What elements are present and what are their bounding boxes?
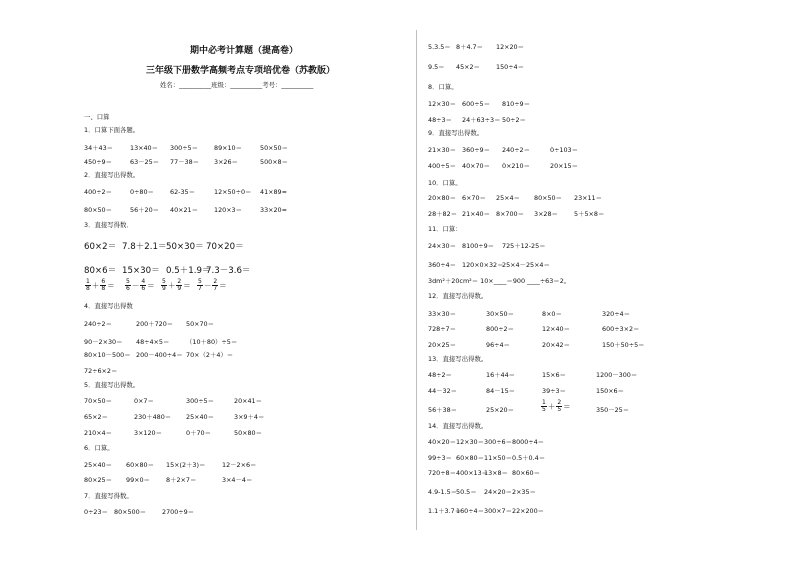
problem: （10＋80）÷5＝ — [186, 338, 238, 346]
problem-row — [84, 461, 272, 470]
problem: 8×0＝ — [542, 310, 562, 318]
problem: 16＋44＝ — [486, 371, 516, 379]
problem: 210×4＝ — [84, 429, 113, 437]
problem: 300÷6＝ — [484, 438, 513, 446]
problem: 500×8＝ — [260, 158, 289, 166]
fraction-numerator: 4 — [141, 278, 146, 285]
operator: － — [203, 281, 212, 290]
problem: 230＋480＝ — [134, 413, 172, 421]
problem: 800÷2＝ — [486, 325, 515, 333]
problem: 15×(2＋3)＝ — [166, 461, 206, 469]
problem: 0×210＝ — [502, 162, 531, 170]
problem: 400×13＝ — [456, 469, 489, 477]
fraction-denominator: 7 — [198, 285, 202, 292]
problem: 5＋5×8＝ — [574, 210, 605, 218]
fraction-numerator: 2 — [177, 278, 182, 285]
problem: 240÷2＝ — [84, 320, 113, 328]
problem: 3×120＝ — [134, 429, 163, 437]
problem: 5.3.5＝ — [428, 43, 451, 51]
problem: 56＋38＝ — [428, 406, 458, 414]
problem-row — [428, 438, 545, 447]
problem: 360÷9＝ — [462, 146, 491, 154]
fraction — [161, 279, 167, 292]
problem: 2×35＝ — [512, 488, 536, 496]
problem: 44－32＝ — [428, 387, 458, 395]
problem: 33×30＝ — [428, 310, 457, 318]
problem: 20×15＝ — [550, 162, 579, 170]
problem: 0×7＝ — [134, 397, 154, 405]
problem: 48÷3＝ — [428, 116, 452, 124]
operator: ＋ — [91, 281, 100, 290]
problem: 0.5＋1.9＝ — [166, 266, 211, 276]
problem: 320÷4＝ — [602, 310, 631, 318]
student-info-line: 姓名：__________班级：__________考号：__________ — [160, 81, 314, 89]
problem-row — [84, 397, 282, 406]
problem: 25×40＝ — [84, 461, 113, 469]
problem: 8000÷4＝ — [512, 438, 545, 446]
problem: 450÷9＝ — [84, 158, 113, 166]
problem: 3dm²＋20cm²＝ 10×____＝900 ____÷63＝2。 — [428, 277, 571, 285]
problem: 45×2＝ — [456, 63, 480, 71]
problem: 0÷103＝ — [550, 146, 579, 154]
equals: ＝ — [147, 281, 155, 290]
problem-row — [84, 476, 272, 485]
fraction-numerator: 5 — [198, 278, 202, 285]
problem-row — [84, 351, 246, 360]
problem: 9.5＝ — [428, 63, 445, 71]
problem: 20×25＝ — [428, 341, 457, 349]
problem-row — [84, 144, 310, 153]
problem: 21×40＝ — [462, 210, 491, 218]
problem: 13×40＝ — [130, 144, 159, 152]
fraction-denominator: 5 — [557, 406, 562, 413]
fraction-numerator: 2 — [213, 278, 218, 285]
problem: 25×4－25×4＝ — [502, 261, 550, 269]
problem: 40×70＝ — [462, 162, 491, 170]
problem: 24×20＝ — [484, 488, 513, 496]
problem: 80×50＝ — [534, 194, 563, 202]
fraction-denominator: 6 — [141, 285, 146, 292]
fraction-numerator: 1 — [542, 399, 546, 406]
problem: 50×80＝ — [234, 429, 263, 437]
problem: 84－15＝ — [486, 387, 516, 395]
problem: 728÷7＝ — [428, 325, 457, 333]
problem: 600÷5＝ — [462, 100, 491, 108]
problem-row — [84, 429, 282, 438]
equals: ＝ — [183, 281, 191, 290]
fraction — [541, 400, 547, 413]
question-label: 1．口算下面各题。 — [84, 126, 140, 134]
problem: 8＋2×7＝ — [166, 476, 197, 484]
problem: 96÷4＝ — [486, 341, 510, 349]
problem: 22×200＝ — [512, 507, 545, 515]
problem: 56＋20＝ — [130, 206, 160, 214]
fraction-problem — [540, 400, 571, 413]
problem-row — [84, 241, 246, 253]
fraction-denominator: 8 — [101, 285, 106, 292]
question-label: 8．口算。 — [428, 83, 458, 91]
fraction-problem — [84, 279, 115, 292]
fraction-denominator: 7 — [213, 285, 218, 292]
problem: 50×30＝ — [166, 242, 204, 252]
fraction — [176, 279, 182, 292]
problem: 240÷2＝ — [502, 146, 531, 154]
problem: 33×20≈ — [260, 206, 287, 214]
problem: 12－2×6＝ — [222, 461, 257, 469]
fraction-denominator: 5 — [542, 406, 546, 413]
problem: 200－400÷4＝ — [136, 351, 183, 359]
problem: 72÷6×2＝ — [84, 367, 118, 375]
question-label: 5．直接写出得数。 — [84, 381, 140, 389]
problem: 60×80＝ — [126, 461, 155, 469]
equals: ＝ — [563, 402, 571, 411]
problem: 63－25＝ — [130, 158, 160, 166]
problem: 400÷5＝ — [428, 162, 457, 170]
problem: 720÷8＝ — [428, 469, 457, 477]
problem: 300÷5＝ — [186, 397, 215, 405]
problem: 50×70＝ — [186, 320, 215, 328]
problem: 150＋50÷5＝ — [602, 341, 645, 349]
problem: 62-35＝ — [170, 188, 195, 196]
problem: 2700÷9＝ — [162, 508, 195, 516]
problem: 160÷4＝ — [456, 507, 485, 515]
fraction-numerator: 5 — [126, 278, 130, 285]
problem: 89×10＝ — [214, 144, 243, 152]
problem: 725＋12-25＝ — [502, 242, 546, 250]
problem: 12×40＝ — [542, 325, 571, 333]
fraction-denominator: 9 — [177, 285, 182, 292]
problem: 48÷2＝ — [428, 371, 452, 379]
problem: 12×50÷0＝ — [214, 188, 252, 196]
problem: 34＋43＝ — [84, 144, 114, 152]
fraction-numerator: 5 — [162, 278, 166, 285]
problem: 12×30＝ — [428, 100, 457, 108]
problem: 70×20＝ — [206, 242, 244, 252]
problem: 41×89≈ — [260, 188, 287, 196]
problem: 0.5＋0.4＝ — [512, 454, 546, 462]
problem: 0＋70＝ — [186, 429, 211, 437]
problem: 25×40＝ — [186, 413, 215, 421]
page-title: 期中必考计算题（提高卷） — [190, 46, 299, 56]
question-label: 一、口算 — [84, 113, 110, 121]
fraction-problem — [124, 279, 155, 292]
fraction-numerator: 2 — [557, 399, 562, 406]
question-label: 10．口算。 — [428, 179, 462, 187]
problem: 1.1＋3.7＝ — [428, 507, 462, 515]
fraction — [140, 279, 146, 292]
problem-row — [84, 508, 212, 517]
problem: 1200－300＝ — [596, 371, 638, 379]
problem: 25×20＝ — [486, 406, 515, 414]
problem: 6×70＝ — [462, 194, 486, 202]
problem: 20×42＝ — [542, 341, 571, 349]
problem: 40×21＝ — [170, 206, 199, 214]
problem: 39÷3＝ — [542, 387, 566, 395]
problem: 3×26＝ — [214, 158, 238, 166]
problem: 80×500＝ — [114, 508, 147, 516]
fraction — [556, 400, 562, 413]
problem: 120×3＝ — [214, 206, 243, 214]
problem: 50.5＝ — [456, 488, 477, 496]
fraction — [125, 279, 131, 292]
problem: 350－25＝ — [596, 406, 630, 414]
question-label: 7．直接写得数。 — [84, 492, 133, 500]
problem: 360÷4＝ — [428, 261, 457, 269]
problem: 11×50＝ — [484, 454, 513, 462]
problem: 20×41＝ — [234, 397, 263, 405]
problem: 60×2＝ — [84, 242, 117, 252]
problem: 21×30＝ — [428, 146, 457, 154]
problem: 40×20＝ — [428, 438, 457, 446]
problem-row — [428, 63, 536, 72]
fraction — [85, 279, 91, 292]
problem: 3×4－4＝ — [222, 476, 253, 484]
page-subtitle: 三年级下册数学高频考点专项培优卷（苏教版） — [146, 66, 336, 76]
problem: 15×6＝ — [542, 371, 566, 379]
problem: 65×2＝ — [84, 413, 108, 421]
problem-row — [84, 188, 310, 197]
problem: 400÷2＝ — [84, 188, 113, 196]
fraction — [100, 279, 106, 292]
problem-row — [428, 325, 662, 334]
problem: 12×20＝ — [496, 43, 525, 51]
fraction-denominator: 6 — [126, 285, 130, 292]
question-label: 9．直接写出得数。 — [428, 129, 484, 137]
fraction-denominator: 8 — [86, 285, 90, 292]
operator: ＋ — [547, 402, 556, 411]
problem-row — [428, 210, 614, 219]
problem-row — [428, 261, 562, 270]
problem-row — [428, 488, 540, 497]
problem: 23×11＝ — [574, 194, 603, 202]
question-label: 14．直接写出得数。 — [428, 422, 488, 430]
problem-row — [428, 469, 540, 478]
problem: 7.3－3.6＝ — [206, 266, 251, 276]
problem-row — [428, 100, 542, 109]
problem: 24＋63÷3＝ — [462, 116, 501, 124]
problem: 99÷3＝ — [428, 454, 452, 462]
fraction-denominator: 9 — [162, 285, 166, 292]
equals: ＝ — [219, 281, 227, 290]
page-divider — [416, 30, 417, 530]
problem: 80×50＝ — [84, 206, 113, 214]
problem: 70×（2＋4）＝ — [186, 351, 234, 359]
problem: 13×8＝ — [484, 469, 508, 477]
problem: 600÷3×2＝ — [602, 325, 640, 333]
problem: 200＋720＝ — [136, 320, 174, 328]
problem: 99×0＝ — [126, 476, 150, 484]
problem: 30×50＝ — [486, 310, 515, 318]
problem: 24×30＝ — [428, 242, 457, 250]
fraction-problem — [160, 279, 191, 292]
problem: 25×4＝ — [496, 194, 520, 202]
problem: 150×6＝ — [596, 387, 625, 395]
problem: 80×6＝ — [84, 266, 117, 276]
problem-row — [84, 413, 282, 422]
problem-row — [428, 454, 546, 463]
problem-row — [428, 371, 656, 380]
problem: 8＋4.7＝ — [456, 43, 484, 51]
problem: 90－2×30＝ — [84, 338, 123, 346]
problem-row — [428, 387, 656, 396]
fraction — [197, 279, 203, 292]
question-label: 11．口算： — [428, 225, 462, 233]
problem: 80×25＝ — [84, 476, 113, 484]
problem-row — [428, 507, 545, 516]
problem: 8×700＝ — [496, 210, 525, 218]
problem-row — [428, 43, 536, 52]
problem: 20×80＝ — [428, 194, 457, 202]
problem-row — [428, 310, 662, 319]
fraction — [212, 279, 218, 292]
problem: 50×50＝ — [260, 144, 289, 152]
problem-row — [84, 265, 251, 277]
problem: 4.9-1.5＝ — [428, 488, 458, 496]
question-label: 6．口算。 — [84, 444, 114, 452]
problem-row — [428, 194, 614, 203]
problem-row — [428, 277, 571, 286]
problem-row — [428, 146, 590, 155]
problem-row — [428, 162, 590, 171]
operator: ＋ — [167, 281, 176, 290]
problem: 8100÷9＝ — [462, 242, 495, 250]
problem: 0÷23＝ — [84, 508, 108, 516]
question-label: 2．直接写出得数。 — [84, 171, 140, 179]
problem-row — [84, 158, 310, 167]
problem: 28＋82＝ — [428, 210, 458, 218]
problem-row — [84, 320, 246, 329]
problem: 80×10－500＝ — [84, 351, 131, 359]
problem: 0÷80＝ — [130, 188, 154, 196]
fraction-numerator: 6 — [101, 278, 106, 285]
problem: 300×7＝ — [484, 507, 513, 515]
question-label: 4．直接写出得数 — [84, 302, 133, 310]
problem: 77－38＝ — [170, 158, 200, 166]
problem: 12×30＝ — [456, 438, 485, 446]
problem-row — [84, 338, 246, 347]
operator: － — [131, 281, 140, 290]
problem: 60×80＝ — [456, 454, 485, 462]
problem: 150÷4＝ — [496, 63, 525, 71]
fraction-problem — [196, 279, 227, 292]
question-label: 13．直接写出得数。 — [428, 355, 488, 363]
problem: 810÷9＝ — [502, 100, 531, 108]
problem: 70×50＝ — [84, 397, 113, 405]
problem-row — [84, 367, 136, 376]
problem: 7.8＋2.1＝ — [122, 242, 167, 252]
fraction-numerator: 1 — [86, 278, 90, 285]
equals: ＝ — [107, 281, 115, 290]
question-label: 3．直接写得数． — [84, 221, 133, 229]
problem: 50÷2＝ — [502, 116, 526, 124]
problem: 3×9＋4＝ — [234, 413, 265, 421]
question-label: 12．直接写出得数。 — [428, 292, 488, 300]
problem: 120×0×32＝ — [462, 261, 504, 269]
problem-row — [84, 206, 310, 215]
problem: 48÷4×5＝ — [136, 338, 170, 346]
problem-row — [428, 116, 542, 125]
problem: 80×60＝ — [512, 469, 541, 477]
problem-row — [428, 341, 662, 350]
problem: 300÷5＝ — [170, 144, 199, 152]
problem-row — [428, 242, 562, 251]
problem: 15×30＝ — [122, 266, 160, 276]
problem: 3×28＝ — [534, 210, 558, 218]
